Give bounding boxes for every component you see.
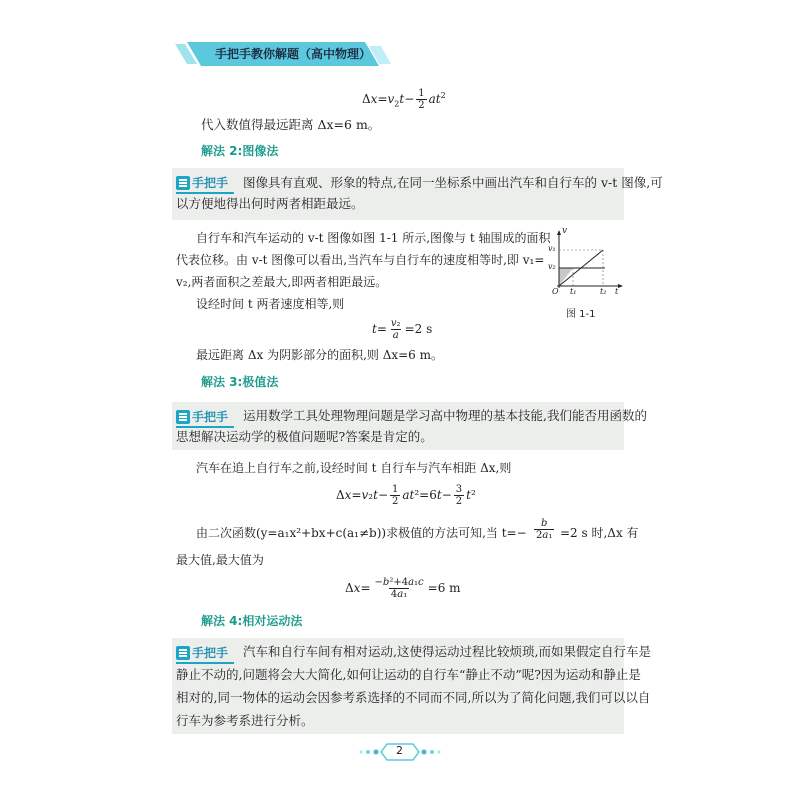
result-line-2: 最远距离 Δx 为阴影部分的面积,则 Δx=6 m。 <box>196 348 444 362</box>
fraction-b-2a: $\frac{b}{\text{2a₁}}$ <box>536 518 553 541</box>
tip-3-line-1: 运用数学工具处理物理问题是学习高中物理的基本技能,我们能否用函数的 <box>243 408 647 423</box>
hand-icon <box>176 176 190 190</box>
page-number: 2 <box>396 744 403 757</box>
tip-4-line-1: 汽车和自行车间有相对运动,这使得运动过程比较烦琐,而如果假定自行车是 <box>243 644 651 659</box>
hand-icon <box>176 646 190 660</box>
header-title: 手把手教你解题（高中物理） <box>215 47 372 61</box>
tip-3-line-2: 思想解决运动学的极值问题呢?答案是肯定的。 <box>176 429 433 444</box>
axis-t-label: t <box>615 287 619 296</box>
body-2-line-4: 设经时间 t 两者速度相等,则 <box>196 297 345 311</box>
t2-label: t₂ <box>600 287 607 296</box>
tip-badge-4 <box>176 644 228 661</box>
header-banner <box>175 40 395 68</box>
figure-caption: 图 1-1 <box>566 309 596 320</box>
badge-label: 手把手 <box>192 176 229 190</box>
body-3-line-2b: =2 s 时,Δx 有 <box>560 526 639 540</box>
hand-icon <box>176 410 190 424</box>
t1-label: t₁ <box>570 287 577 296</box>
tip-4-line-2: 静止不动的,问题将会大大简化,如何让运动的自行车“静止不动”呢?因为运动和静止是 <box>176 667 641 682</box>
equation-quadratic: Δx=v₂t− $\frac{1}{2}$ at²=6t− $\frac{3}{2}$ t² <box>336 484 476 507</box>
figure-1-1 <box>545 228 625 300</box>
tip-badge-3 <box>176 408 228 425</box>
tip-2-line-1: 图像具有直观、形象的特点,在同一坐标系中画出汽车和自行车的 v-t 图像,可 <box>243 175 663 190</box>
body-3-line-3: 最大值,最大值为 <box>176 553 264 567</box>
page-footer <box>355 741 445 763</box>
badge-label: 手把手 <box>192 410 229 424</box>
body-3-line-2a: 由二次函数(y=a₁x²+bx+c(a₁≠b))求极值的方法可知,当 t=− <box>196 526 527 540</box>
equation-displacement: $\Delta x=v_2t-$ $\frac{1}{2}$ $at^2$ <box>362 88 446 111</box>
body-3-line-1: 汽车在追上自行车之前,设经时间 t 自行车与汽车相距 Δx,则 <box>196 461 512 475</box>
tip-4-line-4: 行车为参考系进行分析。 <box>176 713 314 728</box>
axis-v-label: v <box>562 226 568 236</box>
tip-2-line-2: 以方便地得出何时两者相距最远。 <box>176 196 364 211</box>
equation-time: t= $\frac{\text{v₂}}{a}$ =2 s <box>372 318 433 341</box>
tip-badge-2 <box>176 174 228 191</box>
method-3-heading: 解法 3:极值法 <box>201 375 279 389</box>
equation-max: Δx= $\frac{\text{−b²+4a₁c}}{\text{4a₁}}$ =6 m <box>345 577 461 600</box>
origin-label: O <box>552 287 559 296</box>
result-line-1: 代入数值得最远距离 Δx=6 m。 <box>201 117 381 132</box>
body-2-line-2: 代表位移。由 v-t 图像可以看出,当汽车与自行车的速度相等时,即 v₁= <box>176 253 545 267</box>
body-2-line-3: v₂,两者面积之差最大,即两者相距最远。 <box>176 275 388 289</box>
method-4-heading: 解法 4:相对运动法 <box>201 614 303 628</box>
body-2-line-1: 自行车和汽车运动的 v-t 图像如图 1-1 所示,图像与 t 轴围成的面积 <box>196 231 551 245</box>
v1-label: v₁ <box>548 244 556 253</box>
method-2-heading: 解法 2:图像法 <box>201 144 279 158</box>
badge-label: 手把手 <box>192 646 229 660</box>
tip-4-line-3: 相对的,同一物体的运动会因参考系选择的不同而不同,所以为了简化问题,我们可以以自 <box>176 690 651 705</box>
v2-label: v₂ <box>548 262 556 271</box>
